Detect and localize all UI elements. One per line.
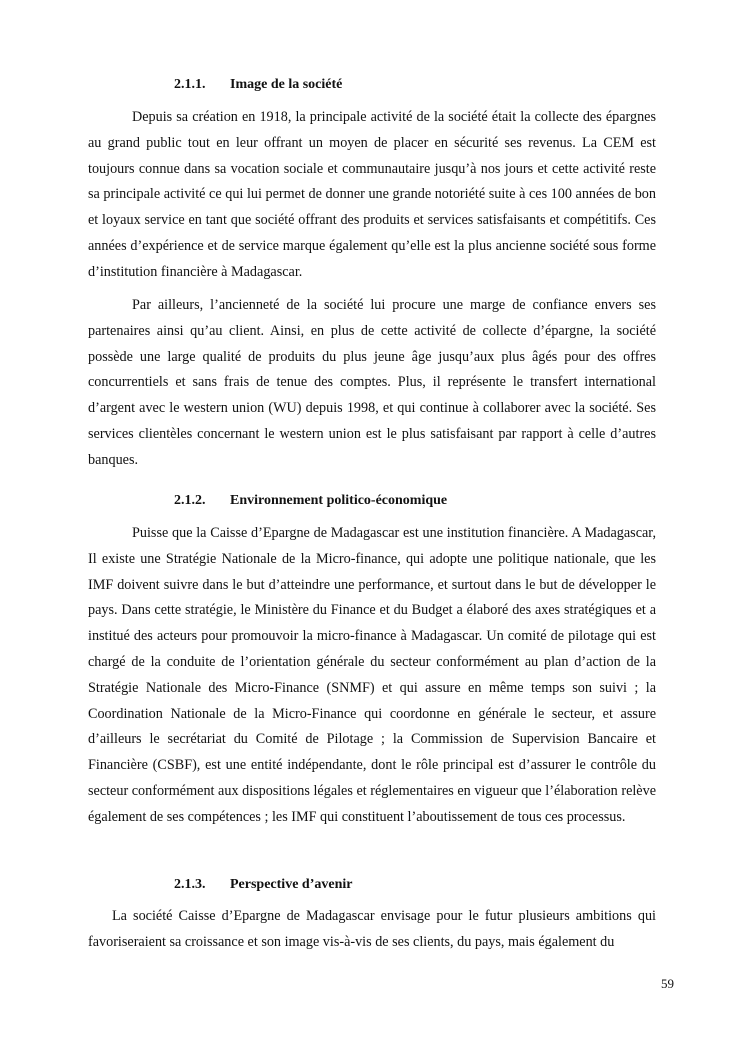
section-title: Image de la société bbox=[230, 77, 343, 92]
paragraph: Depuis sa création en 1918, la principale activité de la société était la collecte des épargnes au grand public tout en leur offrant un moyen de placer en sécurité ses revenus. La CEM est toujours connue dans sa vocation sociale et communautaire jusqu’à nos jours et cette activité reste sa principale activité ce qui lui permet de donner une grande notoriété suite à ces 100 années de bon et loyaux service en tant que société offrant des produits et services satisfaisants et compétitifs. Ces années d’expérience et de service marque également qu’elle est la plus ancienne société sous forme d’institution financière à Madagascar. bbox=[88, 109, 656, 280]
section-title: Perspective d’avenir bbox=[230, 877, 353, 892]
section-number: 2.1.3. bbox=[174, 877, 206, 892]
section-title: Environnement politico-économique bbox=[230, 493, 448, 508]
page-number: 59 bbox=[661, 976, 674, 991]
paragraph: Puisse que la Caisse d’Epargne de Madagascar est une institution financière. A Madagascar, Il existe une Stratégie Nationale de la Micro-finance, qui adopte une politique nationale, que les IMF doivent suivre dans le but d’atteindre une performance, et surtout dans le but de développer le pays. Dans cette stratégie, le Ministère du Finance et du Budget a élaboré des axes stratégiques et a institué des acteurs pour promouvoir la micro-finance à Madagascar. Un comité de pilotage qui est chargé de la conduite de l’orientation générale du secteur conformément au plan d’action de la Stratégie Nationale des Micro-Finance (SNMF) et qui assure en même temps son suivi ; la Coordination Nationale de la Micro-Finance qui coordonne en générale le secteur, et assure d’ailleurs le secrétariat du Comité de Pilotage ; la Commission de Supervision Bancaire et Financière (CSBF), est une entité indépendante, dont le rôle principal est d’assurer le contrôle du secteur conformément aux dispositions légales et réglementaires en vigueur que l’élaboration relève également de ses compétences ; les IMF qui constituent l’aboutissement de tous ces processus. bbox=[88, 525, 656, 825]
paragraph: La société Caisse d’Epargne de Madagascar envisage pour le futur plusieurs ambitions qui favoriseraient sa croissance et son image vis-à-vis de ses clients, du pays, mais également du bbox=[88, 908, 656, 950]
section-heading-2-1-2 bbox=[174, 493, 447, 509]
section-heading-2-1-1 bbox=[174, 77, 342, 93]
section-heading-2-1-3 bbox=[174, 877, 352, 893]
section-number: 2.1.2. bbox=[174, 493, 206, 508]
section-number: 2.1.1. bbox=[174, 77, 206, 92]
paragraph: Par ailleurs, l’ancienneté de la société lui procure une marge de confiance envers ses partenaires ainsi qu’au client. Ainsi, en plus de cette activité de collecte d’épargne, la société possède une large qualité de produits du plus jeune âge jusqu’aux plus âgés pour des offres concurrentiels et sans frais de tenue des comptes. Plus, il représente le transfert international d’argent avec le western union (WU) depuis 1998, et qui continue à collaborer avec la société. Ses services clientèles concernant le western union est le plus satisfaisant par rapport à celle d’autres banques. bbox=[88, 297, 656, 468]
